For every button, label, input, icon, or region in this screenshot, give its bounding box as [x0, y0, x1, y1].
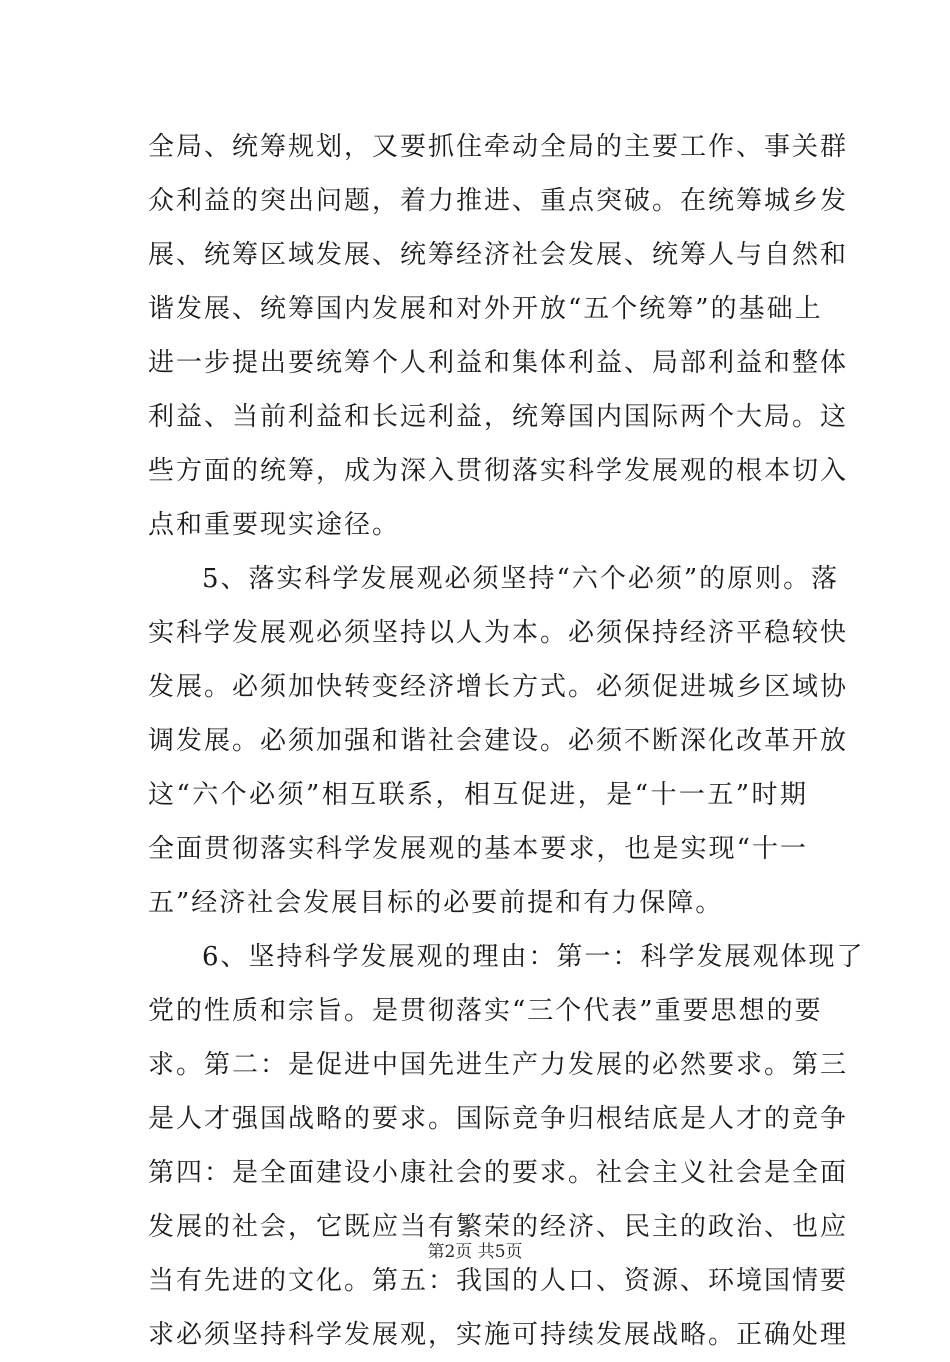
text-line: 五”经济社会发展目标的必要前提和有力保障。	[148, 888, 724, 918]
text-line: 党的性质和宗旨。是贯彻落实“三个代表”重要思想的要	[148, 996, 823, 1026]
text-line: 5、落实科学发展观必须坚持“六个必须”的原则。落	[202, 564, 840, 594]
text-line: 谐发展、统筹国内发展和对外开放“五个统筹”的基础上	[148, 294, 823, 324]
text-line: 求必须坚持科学发展观，实施可持续发展战略。正确处理	[148, 1320, 849, 1350]
text-line: 众利益的突出问题，着力推进、重点突破。在统筹城乡发	[148, 186, 849, 216]
text-line: 利益、当前利益和长远利益，统筹国内国际两个大局。这	[148, 402, 849, 432]
text-line: 调发展。必须加强和谐社会建设。必须不断深化改革开放	[148, 726, 849, 756]
text-line: 6、坚持科学发展观的理由：第一：科学发展观体现了	[202, 942, 865, 972]
text-line: 些方面的统筹，成为深入贯彻落实科学发展观的根本切入	[148, 456, 849, 486]
page-footer: 第2页 共5页	[427, 1242, 523, 1262]
text-line: 这“六个必须”相互联系，相互促进，是“十一五”时期	[148, 780, 808, 810]
text-line: 实科学发展观必须坚持以人为本。必须保持经济平稳较快	[148, 618, 849, 648]
text-line: 发展的社会，它既应当有繁荣的经济、民主的政治、也应	[148, 1212, 849, 1242]
text-line: 展、统筹区域发展、统筹经济社会发展、统筹人与自然和	[148, 240, 849, 270]
text-line: 当有先进的文化。第五：我国的人口、资源、环境国情要	[148, 1266, 849, 1296]
text-line: 全局、统筹规划，又要抓住牵动全局的主要工作、事关群	[148, 132, 849, 162]
text-line: 求。第二：是促进中国先进生产力发展的必然要求。第三	[148, 1050, 849, 1080]
text-line: 是人才强国战略的要求。国际竞争归根结底是人才的竞争	[148, 1104, 849, 1134]
text-line: 全面贯彻落实科学发展观的基本要求，也是实现“十一	[148, 834, 808, 864]
text-line: 点和重要现实途径。	[148, 510, 401, 540]
text-line: 发展。必须加快转变经济增长方式。必须促进城乡区域协	[148, 672, 849, 702]
text-line: 进一步提出要统筹个人利益和集体利益、局部利益和整体	[148, 348, 849, 378]
text-line: 第四：是全面建设小康社会的要求。社会主义社会是全面	[148, 1158, 849, 1188]
body-text	[148, 120, 865, 1362]
